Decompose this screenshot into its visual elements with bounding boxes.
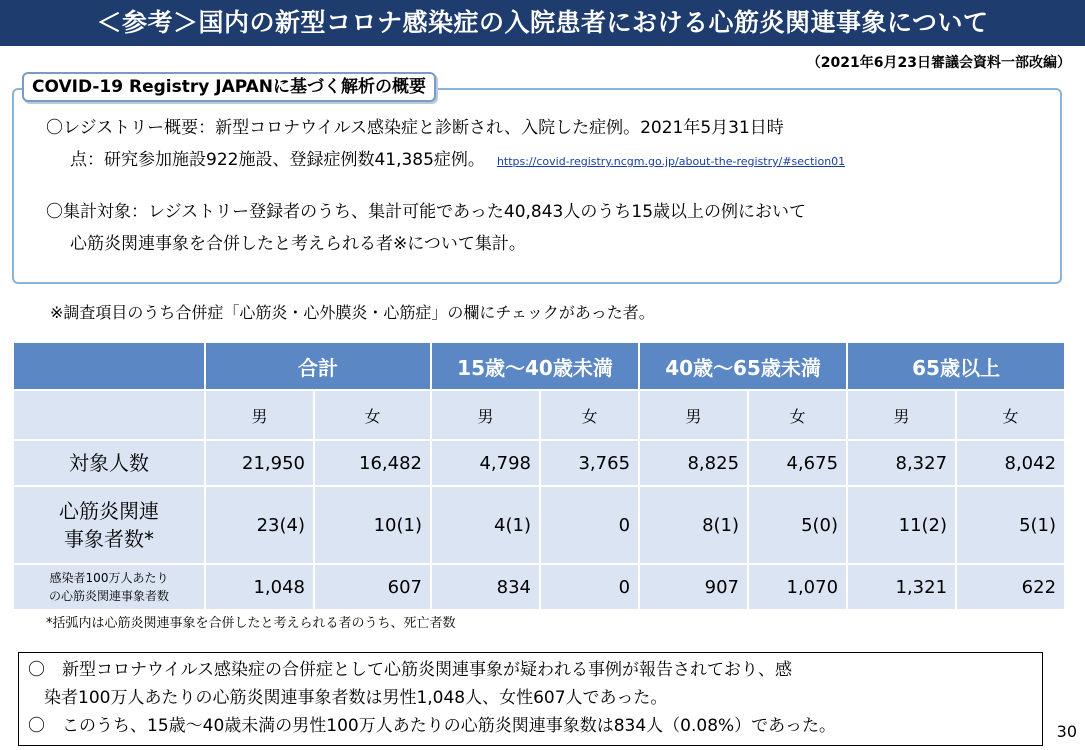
sex-header: 男: [431, 390, 540, 440]
sex-header: 男: [639, 390, 748, 440]
sex-header: 女: [748, 390, 847, 440]
registry-overview-line1: 〇レジストリー概要：新型コロナウイルス感染症と診断され、入院した症例。2021年5月31日時: [46, 118, 784, 138]
row-label-line: 事象者数*: [64, 527, 154, 551]
sex-header: 女: [540, 390, 639, 440]
table-cell: 5(1): [956, 486, 1065, 564]
table-cell: 0: [540, 564, 639, 610]
registry-link[interactable]: https://covid-registry.ncgm.go.jp/about-the-registry/#section01: [496, 155, 846, 168]
row-label-line: 感染者100万人あたり: [49, 571, 169, 585]
overview-label: COVID-19 Registry JAPANに基づく解析の概要: [22, 72, 436, 102]
page-number: 30: [1056, 722, 1077, 741]
sex-header: 男: [205, 390, 314, 440]
summary-line: 〇 新型コロナウイルス感染症の合併症として心筋炎関連事象が疑われる事例が報告されており、感: [28, 660, 792, 680]
row-label-myocarditis-cases: [13, 486, 205, 564]
row-label-per-million: [13, 564, 205, 610]
table-cell: 622: [956, 564, 1065, 610]
table-row: [13, 564, 1065, 610]
table-cell: 4(1): [431, 486, 540, 564]
table-cell: 23(4): [205, 486, 314, 564]
row-label-subjects: 対象人数: [13, 440, 205, 486]
summary-line: 染者100万人あたりの心筋炎関連事象者数は男性1,048人、女性607人であった。: [44, 688, 668, 708]
aggregation-target: [46, 196, 1046, 260]
table-header-blank: [13, 342, 205, 390]
group-header-40-65: 40歳～65歳未満: [639, 342, 847, 390]
sex-header: 女: [314, 390, 431, 440]
table-cell: 21,950: [205, 440, 314, 486]
table-cell: 8,042: [956, 440, 1065, 486]
table-cell: 10(1): [314, 486, 431, 564]
table-cell: 0: [540, 486, 639, 564]
sex-header-blank: [13, 390, 205, 440]
table-row: [13, 440, 1065, 486]
table-cell: 4,798: [431, 440, 540, 486]
table-row: [13, 486, 1065, 564]
survey-note: ※調査項目のうち合併症「心筋炎・心外膜炎・心筋症」の欄にチェックがあった者。: [50, 303, 655, 322]
table-cell: 607: [314, 564, 431, 610]
summary-line: 〇 このうち、15歳～40歳未満の男性100万人あたりの心筋炎関連事象数は834人（0.08%）であった。: [28, 716, 836, 736]
table-cell: 11(2): [847, 486, 956, 564]
page-title: ＜参考＞国内の新型コロナ感染症の入院患者における心筋炎関連事象について: [0, 0, 1085, 46]
death-note: *括弧内は心筋炎関連事象を合併したと考えられる者のうち、死亡者数: [46, 616, 456, 631]
revision-note: （2021年6月23日審議会資料一部改編）: [806, 55, 1071, 71]
group-header-65plus: 65歳以上: [847, 342, 1065, 390]
table-cell: 8,825: [639, 440, 748, 486]
sex-header: 男: [847, 390, 956, 440]
table-cell: 907: [639, 564, 748, 610]
sex-header: 女: [956, 390, 1065, 440]
table-cell: 4,675: [748, 440, 847, 486]
registry-overview-text: 点：研究参加施設922施設、登録症例数41,385症例。: [70, 150, 485, 170]
myocarditis-table: [12, 341, 1066, 611]
table-cell: 1,070: [748, 564, 847, 610]
table-cell: 16,482: [314, 440, 431, 486]
row-label-line: 心筋炎関連: [59, 499, 159, 523]
table-cell: 3,765: [540, 440, 639, 486]
registry-overview-line2: [46, 144, 1046, 178]
group-header-total: 合計: [205, 342, 431, 390]
table-cell: 8,327: [847, 440, 956, 486]
group-header-15-40: 15歳～40歳未満: [431, 342, 639, 390]
aggregation-target-line1: 〇集計対象：レジストリー登録者のうち、集計可能であった40,843人のうち15歳以上の例において: [46, 202, 807, 222]
table-cell: 8(1): [639, 486, 748, 564]
registry-overview: [46, 112, 1046, 178]
table-cell: 5(0): [748, 486, 847, 564]
table-cell: 1,321: [847, 564, 956, 610]
table-cell: 834: [431, 564, 540, 610]
table-cell: 1,048: [205, 564, 314, 610]
row-label-line: の心筋炎関連事象者数: [48, 589, 169, 603]
aggregation-target-line2: 心筋炎関連事象を合併したと考えられる者※について集計。: [70, 234, 526, 254]
